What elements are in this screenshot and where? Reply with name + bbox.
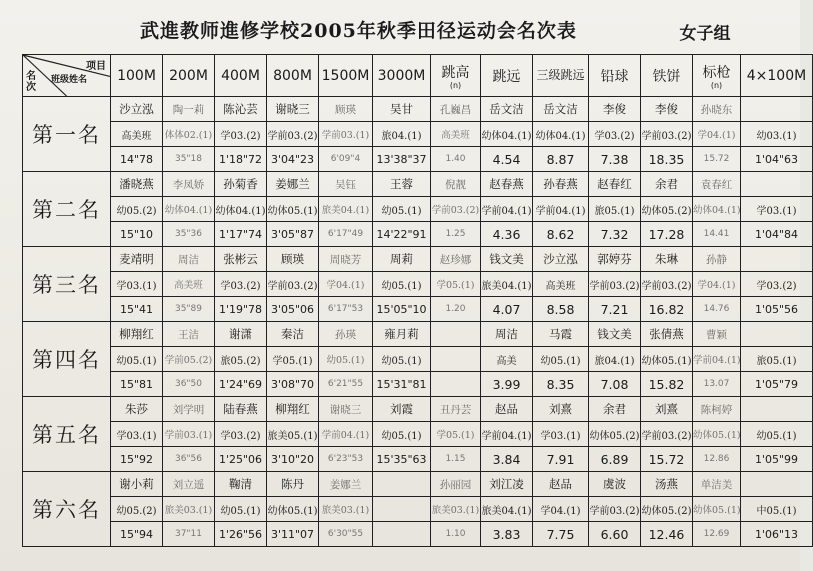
result-value: 1'05"79 (741, 372, 813, 397)
athlete-name: 刘江凌 (481, 472, 533, 497)
event-label: 200M (169, 67, 208, 84)
result-value: 18.35 (641, 147, 693, 172)
result-value: 3'05"87 (267, 222, 319, 247)
result-value: 4.36 (481, 222, 533, 247)
event-label: 3000M (377, 67, 426, 84)
class-label: 学03.(2) (741, 272, 813, 297)
athlete-name: 马霞 (533, 322, 589, 347)
athlete-name: 王蓉 (373, 172, 431, 197)
result-value: 8.58 (533, 297, 589, 322)
class-label: 旅美03.(1) (431, 497, 481, 522)
result-value: 37"11 (163, 522, 215, 547)
athlete-name: 陈沁芸 (215, 97, 267, 122)
athlete-name: 周洁 (163, 247, 215, 272)
rank-4-results-row (23, 372, 813, 397)
class-label: 学03.(1) (533, 422, 589, 447)
athlete-name: 顾瑛 (319, 97, 373, 122)
class-label: 学前04.(1) (693, 347, 741, 372)
class-label: 学前03.(2) (641, 422, 693, 447)
athlete-name: 刘霞 (373, 397, 431, 422)
corner-item-label: 项目 (86, 61, 106, 72)
athlete-name: 沙立泓 (111, 97, 163, 122)
class-label: 高美班 (111, 122, 163, 147)
result-value: 15.82 (641, 372, 693, 397)
class-label: 幼体05.(2) (641, 497, 693, 522)
rank-label: 第一名 (23, 97, 111, 172)
athlete-name: 谢小莉 (111, 472, 163, 497)
result-value: 1'04"84 (741, 222, 813, 247)
event-header (319, 55, 373, 97)
athlete-name: 孙春燕 (533, 172, 589, 197)
athlete-name: 余君 (589, 397, 641, 422)
result-value (431, 372, 481, 397)
results-table (22, 54, 813, 547)
class-label: 幼体05.(1) (693, 422, 741, 447)
athlete-name (373, 472, 431, 497)
class-label: 旅04.(1) (373, 122, 431, 147)
result-value: 6.60 (589, 522, 641, 547)
class-label: 体体02.(1) (163, 122, 215, 147)
result-value: 12.46 (641, 522, 693, 547)
rank-label: 第三名 (23, 247, 111, 322)
athlete-name: 岳文洁 (533, 97, 589, 122)
athlete-name: 孔巍昌 (431, 97, 481, 122)
event-label: 铁饼 (652, 68, 681, 85)
page-title: 武進教师進修学校2005年秋季田径运动会名次表 (140, 20, 577, 42)
result-value: 7.21 (589, 297, 641, 322)
event-header (589, 55, 641, 97)
class-label: 幼05.(1) (215, 497, 267, 522)
event-header (481, 55, 533, 97)
result-value: 1'17"74 (215, 222, 267, 247)
event-header (111, 55, 163, 97)
athlete-name: 谢晓三 (319, 397, 373, 422)
class-label: 幼体05.(1) (267, 197, 319, 222)
athlete-name: 袁春红 (693, 172, 741, 197)
class-label: 学03.(1) (111, 272, 163, 297)
class-label: 学05.(1) (267, 347, 319, 372)
class-label: 学04.(1) (693, 122, 741, 147)
group-label: 女子组 (679, 24, 731, 44)
result-value: 12.86 (693, 447, 741, 472)
athlete-name: 谢晓三 (267, 97, 319, 122)
rank-label: 第六名 (23, 472, 111, 547)
class-label: 幼05.(1) (533, 347, 589, 372)
rank-label: 第二名 (23, 172, 111, 247)
rank-2-names-row (23, 172, 813, 197)
athlete-name (741, 472, 813, 497)
class-label: 旅04.(1) (589, 347, 641, 372)
result-value: 1.15 (431, 447, 481, 472)
event-header (373, 55, 431, 97)
rank-5-results-row (23, 447, 813, 472)
class-label: 旅05.(1) (589, 197, 641, 222)
event-header (641, 55, 693, 97)
result-value: 35"36 (163, 222, 215, 247)
class-label: 幼体04.(1) (481, 122, 533, 147)
athlete-name: 孙静 (693, 247, 741, 272)
athlete-name: 潘晓燕 (111, 172, 163, 197)
result-value: 36"50 (163, 372, 215, 397)
class-label: 旅美03.(1) (163, 497, 215, 522)
athlete-name: 张倩燕 (641, 322, 693, 347)
event-label: 跳高 (441, 64, 470, 81)
result-value: 1.25 (431, 222, 481, 247)
athlete-name: 柳翔红 (267, 397, 319, 422)
athlete-name: 麦靖明 (111, 247, 163, 272)
class-label: 学前05.(2) (163, 347, 215, 372)
class-label: 学前03.(2) (641, 122, 693, 147)
athlete-name: 陆春燕 (215, 397, 267, 422)
result-value: 12.69 (693, 522, 741, 547)
athlete-name: 陈柯婷 (693, 397, 741, 422)
athlete-name: 姜娜兰 (319, 472, 373, 497)
event-header (215, 55, 267, 97)
rank-3-results-row (23, 297, 813, 322)
class-label: 高美班 (533, 272, 589, 297)
rank-5-names-row (23, 397, 813, 422)
athlete-name: 李俊 (641, 97, 693, 122)
result-value: 13'38"37 (373, 147, 431, 172)
event-label: 三级跳远 (536, 68, 585, 82)
result-value: 6'21"55 (319, 372, 373, 397)
athlete-name: 孙瑛 (319, 322, 373, 347)
class-label: 旅美03.(1) (319, 497, 373, 522)
athlete-name: 单洁美 (693, 472, 741, 497)
class-label: 学前04.(1) (319, 422, 373, 447)
result-value: 1'06"13 (741, 522, 813, 547)
result-value: 15"10 (111, 222, 163, 247)
athlete-name: 王洁 (163, 322, 215, 347)
class-label: 旅美04.(1) (481, 497, 533, 522)
result-value: 7.08 (589, 372, 641, 397)
result-value: 3'11"07 (267, 522, 319, 547)
athlete-name: 刘学明 (163, 397, 215, 422)
athlete-name (741, 397, 813, 422)
class-label: 旅05.(2) (215, 347, 267, 372)
athlete-name: 吴钰 (319, 172, 373, 197)
result-value: 7.38 (589, 147, 641, 172)
class-label: 学04.(1) (693, 272, 741, 297)
athlete-name: 赵春燕 (481, 172, 533, 197)
result-value: 7.91 (533, 447, 589, 472)
result-value: 3'05"06 (267, 297, 319, 322)
corner-class-label: 班级姓名 (51, 75, 88, 85)
athlete-name: 李俊 (589, 97, 641, 122)
header-row (23, 55, 813, 97)
class-label: 学05.(1) (431, 422, 481, 447)
result-value: 15.72 (641, 447, 693, 472)
result-value: 3'08"70 (267, 372, 319, 397)
result-value: 3'04"23 (267, 147, 319, 172)
class-label: 幼05.(1) (111, 347, 163, 372)
result-value: 14"78 (111, 147, 163, 172)
result-value: 6'30"55 (319, 522, 373, 547)
athlete-name: 钱文美 (481, 247, 533, 272)
athlete-name: 钱文美 (589, 322, 641, 347)
result-value: 3.99 (481, 372, 533, 397)
class-label: 幼05.(1) (373, 272, 431, 297)
result-value: 1.40 (431, 147, 481, 172)
athlete-name: 张彬云 (215, 247, 267, 272)
result-value: 1.20 (431, 297, 481, 322)
event-header (533, 55, 589, 97)
result-value: 35"89 (163, 297, 215, 322)
class-label (373, 497, 431, 522)
class-label: 学前03.(2) (267, 272, 319, 297)
athlete-name (741, 97, 813, 122)
class-label: 幼体05.(2) (589, 422, 641, 447)
result-value: 36"56 (163, 447, 215, 472)
result-value: 14'22"91 (373, 222, 431, 247)
athlete-name: 雍月莉 (373, 322, 431, 347)
athlete-name: 赵春红 (589, 172, 641, 197)
result-value: 15"94 (111, 522, 163, 547)
result-value: 15"92 (111, 447, 163, 472)
class-label: 学前03.(2) (641, 272, 693, 297)
athlete-name: 沙立泓 (533, 247, 589, 272)
class-label: 幼体05.(2) (641, 197, 693, 222)
athlete-name: 曹颖 (693, 322, 741, 347)
result-value: 16.82 (641, 297, 693, 322)
class-label: 学03.(2) (215, 122, 267, 147)
result-value: 6'23"53 (319, 447, 373, 472)
class-label: 学03.(1) (111, 422, 163, 447)
class-label: 学05.(1) (431, 272, 481, 297)
result-value: 1'04"63 (741, 147, 813, 172)
result-value: 3.83 (481, 522, 533, 547)
event-label: 800M (273, 67, 312, 84)
athlete-name: 刘熹 (533, 397, 589, 422)
athlete-name: 虞波 (589, 472, 641, 497)
result-value: 13.07 (693, 372, 741, 397)
class-label: 学前03.(1) (319, 122, 373, 147)
athlete-name: 刘熹 (641, 397, 693, 422)
athlete-name: 赵品 (533, 472, 589, 497)
result-value: 1'25"06 (215, 447, 267, 472)
event-sub-label: (n) (449, 80, 462, 90)
athlete-name: 孙丽园 (431, 472, 481, 497)
athlete-name: 孙晓东 (693, 97, 741, 122)
event-label: 400M (221, 67, 260, 84)
event-header (267, 55, 319, 97)
event-label: 1500M (321, 67, 370, 84)
rank-2-classes-row (23, 197, 813, 222)
athlete-name (431, 322, 481, 347)
athlete-name: 郭婷芬 (589, 247, 641, 272)
rank-5-classes-row (23, 422, 813, 447)
rank-label: 第四名 (23, 322, 111, 397)
athlete-name: 陈丹 (267, 472, 319, 497)
class-label: 高美班 (431, 122, 481, 147)
athlete-name: 周莉 (373, 247, 431, 272)
class-label: 旅美04.(1) (481, 272, 533, 297)
rank-2-results-row (23, 222, 813, 247)
class-label: 高美班 (163, 272, 215, 297)
class-label: 幼体05.(1) (693, 497, 741, 522)
athlete-name: 赵品 (481, 397, 533, 422)
athlete-name: 顾瑛 (267, 247, 319, 272)
result-value: 6'17"53 (319, 297, 373, 322)
class-label: 旅美04.(1) (319, 197, 373, 222)
athlete-name: 孙菊香 (215, 172, 267, 197)
class-label: 学前04.(1) (481, 197, 533, 222)
result-value: 15.72 (693, 147, 741, 172)
result-value: 4.07 (481, 297, 533, 322)
class-label: 学03.(2) (589, 122, 641, 147)
result-value: 14.41 (693, 222, 741, 247)
class-label: 中05.(1) (741, 497, 813, 522)
corner-cell (23, 55, 111, 97)
class-label: 学前03.(2) (267, 122, 319, 147)
class-label: 幼体04.(1) (215, 197, 267, 222)
athlete-name (741, 172, 813, 197)
event-label: 100M (117, 67, 156, 84)
result-value: 15"41 (111, 297, 163, 322)
result-value: 35"18 (163, 147, 215, 172)
athlete-name (741, 322, 813, 347)
rank-1-names-row (23, 97, 813, 122)
result-value: 1.10 (431, 522, 481, 547)
result-value: 8.62 (533, 222, 589, 247)
class-label: 学前03.(2) (589, 272, 641, 297)
class-label: 幼03.(1) (741, 122, 813, 147)
class-label: 幼体04.(1) (533, 122, 589, 147)
class-label (431, 347, 481, 372)
athlete-name (741, 247, 813, 272)
athlete-name: 吴甘 (373, 97, 431, 122)
class-label: 学03.(2) (215, 422, 267, 447)
result-value: 15"81 (111, 372, 163, 397)
rank-3-classes-row (23, 272, 813, 297)
athlete-name: 周洁 (481, 322, 533, 347)
athlete-name: 朱莎 (111, 397, 163, 422)
rank-4-names-row (23, 322, 813, 347)
event-header (431, 55, 481, 97)
rank-1-classes-row (23, 122, 813, 147)
class-label: 幼05.(1) (373, 197, 431, 222)
result-value: 3.84 (481, 447, 533, 472)
result-value: 1'18"72 (215, 147, 267, 172)
result-value: 15'31"81 (373, 372, 431, 397)
result-value: 17.28 (641, 222, 693, 247)
rank-label: 第五名 (23, 397, 111, 472)
rank-1-results-row (23, 147, 813, 172)
result-value: 3'10"20 (267, 447, 319, 472)
result-value: 6.89 (589, 447, 641, 472)
athlete-name: 姜娜兰 (267, 172, 319, 197)
class-label: 学04.(1) (319, 272, 373, 297)
event-header (741, 55, 813, 97)
athlete-name: 柳翔红 (111, 322, 163, 347)
class-label: 旅05.(1) (741, 347, 813, 372)
class-label: 高美 (481, 347, 533, 372)
class-label: 学04.(1) (533, 497, 589, 522)
result-value: 6'09"4 (319, 147, 373, 172)
class-label: 学前03.(2) (431, 197, 481, 222)
result-value: 8.35 (533, 372, 589, 397)
result-value: 1'05"56 (741, 297, 813, 322)
result-value: 15'05"10 (373, 297, 431, 322)
class-label: 幼体05.(1) (641, 347, 693, 372)
athlete-name: 余君 (641, 172, 693, 197)
result-value: 14.76 (693, 297, 741, 322)
result-value: 1'26"56 (215, 522, 267, 547)
class-label: 幼05.(2) (111, 497, 163, 522)
result-value: 7.75 (533, 522, 589, 547)
event-label: 跳远 (492, 68, 521, 85)
athlete-name: 倪靓 (431, 172, 481, 197)
event-header (693, 55, 741, 97)
class-label: 幼体04.(1) (163, 197, 215, 222)
class-label: 幼05.(1) (741, 422, 813, 447)
result-value: 8.87 (533, 147, 589, 172)
result-value: 4.54 (481, 147, 533, 172)
class-label: 学前03.(1) (163, 422, 215, 447)
rank-6-classes-row (23, 497, 813, 522)
result-value: 1'05"99 (741, 447, 813, 472)
class-label: 学前04.(1) (481, 422, 533, 447)
event-header (163, 55, 215, 97)
class-label: 学前03.(2) (589, 497, 641, 522)
class-label: 幼体04.(1) (693, 197, 741, 222)
athlete-name: 鞠清 (215, 472, 267, 497)
corner-rank-label: 名次 (26, 71, 36, 93)
class-label: 幼05.(1) (373, 422, 431, 447)
athlete-name: 陶一莉 (163, 97, 215, 122)
result-value: 1'24"69 (215, 372, 267, 397)
result-value: 15'35"63 (373, 447, 431, 472)
event-label: 标枪 (702, 64, 731, 81)
event-label: 4×100M (746, 67, 807, 84)
athlete-name: 汤燕 (641, 472, 693, 497)
event-sub-label: (n) (710, 80, 723, 90)
class-label: 幼05.(1) (373, 347, 431, 372)
athlete-name: 丑丹芸 (431, 397, 481, 422)
class-label: 幼05.(2) (111, 197, 163, 222)
class-label: 幼05.(1) (319, 347, 373, 372)
class-label: 旅美05.(1) (267, 422, 319, 447)
result-value: 7.32 (589, 222, 641, 247)
result-value (373, 522, 431, 547)
athlete-name: 刘立遥 (163, 472, 215, 497)
rank-4-classes-row (23, 347, 813, 372)
event-label: 铅球 (600, 68, 629, 85)
class-label: 幼体05.(1) (267, 497, 319, 522)
athlete-name: 周晓芳 (319, 247, 373, 272)
athlete-name: 李凤娇 (163, 172, 215, 197)
athlete-name: 谢潇 (215, 322, 267, 347)
athlete-name: 岳文洁 (481, 97, 533, 122)
class-label: 学前04.(1) (533, 197, 589, 222)
class-label: 学03.(1) (741, 197, 813, 222)
result-value: 1'19"78 (215, 297, 267, 322)
athlete-name: 赵珍娜 (431, 247, 481, 272)
rank-6-results-row (23, 522, 813, 547)
rank-3-names-row (23, 247, 813, 272)
athlete-name: 秦洁 (267, 322, 319, 347)
result-value: 6'17"49 (319, 222, 373, 247)
class-label: 学03.(2) (215, 272, 267, 297)
athlete-name: 朱琳 (641, 247, 693, 272)
rank-6-names-row (23, 472, 813, 497)
